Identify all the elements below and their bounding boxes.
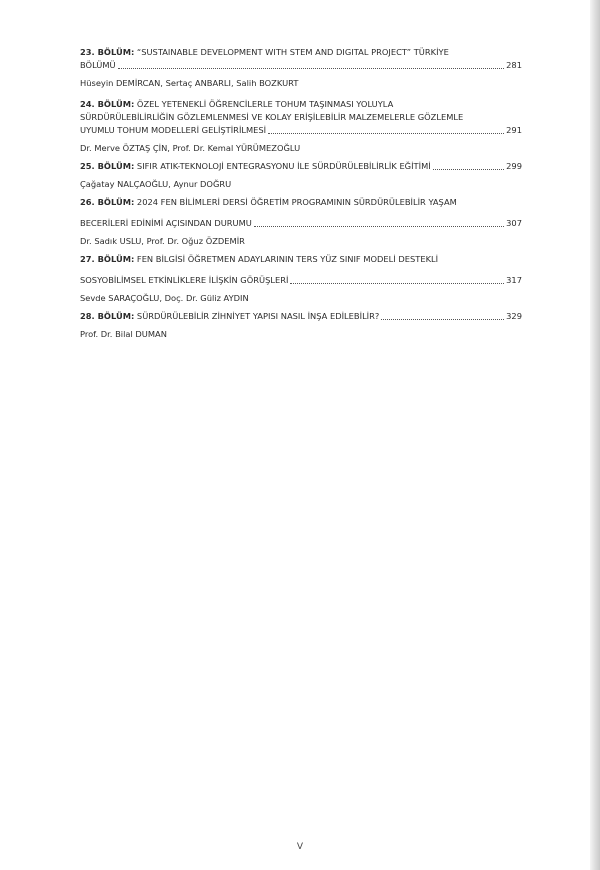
page-number: 299	[506, 161, 522, 171]
page-number: 329	[506, 311, 522, 321]
page-number: 307	[506, 218, 522, 228]
toc-entry-title-line	[80, 196, 522, 209]
toc-entry-23[interactable]	[80, 46, 522, 90]
chapter-authors: Çağatay NALÇAOĞLU, Aynur DOĞRU	[80, 179, 232, 189]
chapter-title-text: SOSYOBİLİMSEL ETKİNLİKLERE İLİŞKİN GÖRÜŞLERİ	[80, 275, 289, 285]
chapter-title-text: FEN BİLGİSİ ÖĞRETMEN ADAYLARININ TERS YÜZ SINIF MODELİ DESTEKLİ	[136, 254, 439, 264]
chapter-number: 23. BÖLÜM:	[80, 47, 135, 57]
chapter-title-text: BECERİLERİ EDİNİMİ AÇISINDAN DURUMU	[80, 218, 252, 228]
chapter-title-text: 2024 FEN BİLİMLERİ DERSİ ÖĞRETİM PROGRAMININ SÜRDÜRÜLEBİLİR YAŞAM	[136, 197, 457, 207]
chapter-authors: Sevde SARAÇOĞLU, Doç. Dr. Güliz AYDIN	[80, 293, 249, 303]
toc-entry-title-line	[80, 253, 522, 266]
dot-leader	[381, 319, 504, 320]
toc-entry-title-line	[80, 46, 522, 59]
toc-entry-title-line	[80, 98, 522, 111]
toc-entry-title-line	[80, 111, 522, 124]
chapter-title-text: “SUSTAINABLE DEVELOPMENT WITH STEM AND DIGITAL PROJECT” TÜRKİYE	[136, 47, 449, 57]
chapter-title-text: SÜRDÜRÜLEBİLİRLİĞİN GÖZLEMLENMESİ VE KOLAY ERİŞİLEBİLİR MALZEMELERLE GÖZLEMLE	[80, 112, 464, 122]
toc-entry-28[interactable]	[80, 310, 522, 341]
dot-leader	[268, 133, 504, 134]
toc-entry-24[interactable]	[80, 98, 522, 155]
chapter-title-text: UYUMLU TOHUM MODELLERİ GELİŞTİRİLMESİ	[80, 125, 267, 135]
toc-entry-leader-line	[80, 310, 522, 323]
chapter-number: 26. BÖLÜM:	[80, 197, 135, 207]
table-of-contents	[80, 46, 522, 341]
toc-entry-25[interactable]	[80, 160, 522, 191]
dot-leader	[290, 283, 504, 284]
chapter-authors: Prof. Dr. Bilal DUMAN	[80, 329, 167, 339]
chapter-number: 28. BÖLÜM:	[80, 311, 135, 321]
page-number: 317	[506, 275, 522, 285]
chapter-number: 27. BÖLÜM:	[80, 254, 135, 264]
chapter-authors: Hüseyin DEMİRCAN, Sertaç ANBARLI, Salih BOZKURT	[80, 78, 299, 88]
toc-entry-leader-line	[80, 217, 522, 230]
page-number: 291	[506, 125, 522, 135]
page-edge-shadow	[590, 0, 600, 870]
toc-entry-leader-line	[80, 160, 522, 173]
chapter-title-text: SIFIR ATIK-TEKNOLOJİ ENTEGRASYONU İLE SÜRDÜRÜLEBİLİRLİK EĞİTİMİ	[136, 161, 431, 171]
toc-entry-leader-line	[80, 59, 522, 72]
chapter-title-text: ÖZEL YETENEKLİ ÖĞRENCİLERLE TOHUM TAŞINMASI YOLUYLA	[136, 99, 394, 109]
page-number: 281	[506, 60, 522, 70]
toc-entry-leader-line	[80, 274, 522, 287]
chapter-authors: Dr. Merve ÖZTAŞ ÇİN, Prof. Dr. Kemal YÜRÜMEZOĞLU	[80, 143, 301, 153]
chapter-title-text: BÖLÜMÜ	[80, 60, 116, 70]
toc-entry-leader-line	[80, 124, 522, 137]
chapter-number: 25. BÖLÜM:	[80, 161, 135, 171]
dot-leader	[433, 169, 504, 170]
dot-leader	[254, 226, 504, 227]
chapter-number: 24. BÖLÜM:	[80, 99, 135, 109]
toc-entry-26[interactable]	[80, 196, 522, 248]
chapter-authors: Dr. Sadık USLU, Prof. Dr. Oğuz ÖZDEMİR	[80, 236, 245, 246]
footer-page-number: V	[296, 842, 304, 852]
chapter-title-text: SÜRDÜRÜLEBİLİR ZİHNİYET YAPISI NASIL İNŞA EDİLEBİLİR?	[136, 311, 380, 321]
dot-leader	[118, 68, 505, 69]
toc-entry-27[interactable]	[80, 253, 522, 305]
